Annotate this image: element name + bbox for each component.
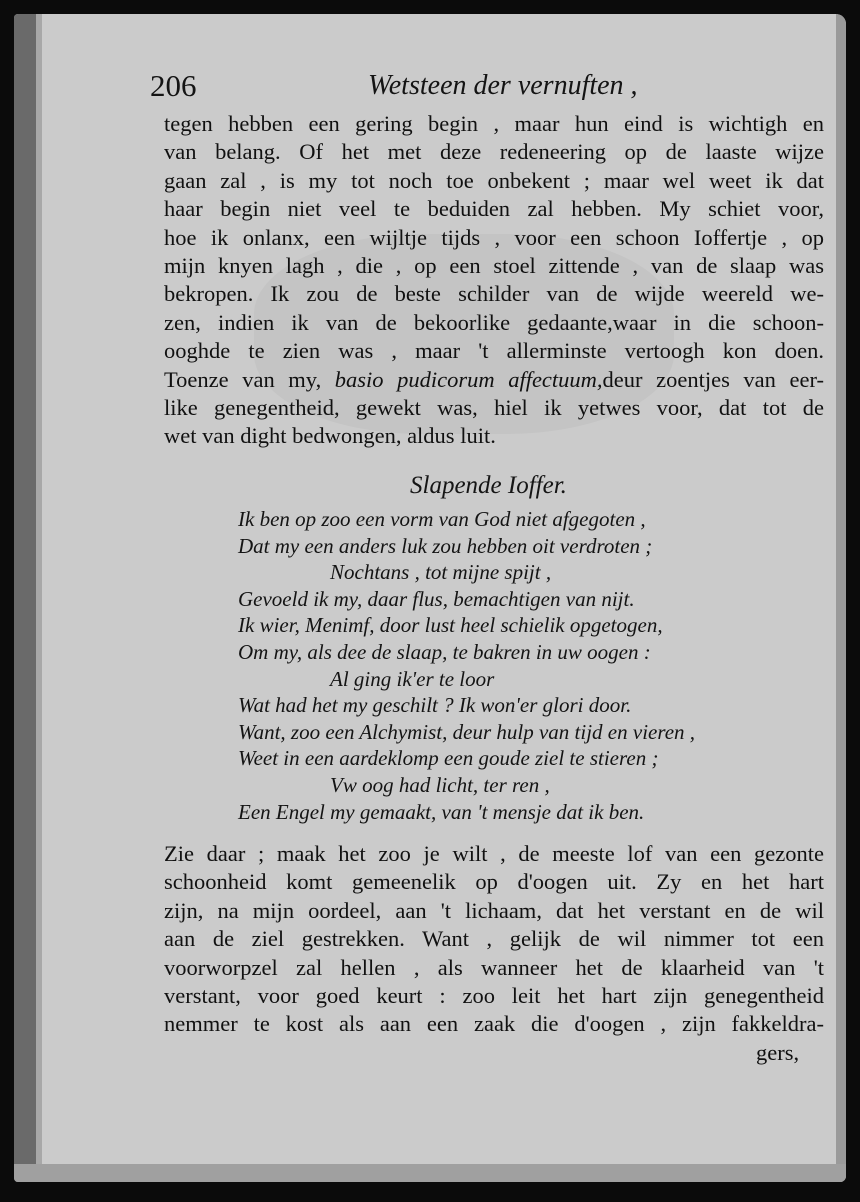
poem-line: Ik ben op zoo een vorm van God niet afgegoten , xyxy=(238,507,646,531)
prose-line: voorworpzel zal hellen , als wanneer het de klaarheid van 't xyxy=(164,954,824,980)
poem-line: Nochtans , tot mijne spijt , xyxy=(330,560,552,585)
page-header xyxy=(150,60,810,106)
poem-line: Dat my een anders luk zou hebben oit verdroten ; xyxy=(238,533,653,558)
prose-line: aan de ziel gestrekken. Want , gelijk de wil nimmer tot een xyxy=(164,926,824,952)
prose-line: bekropen. Ik zou de beste schilder van de wijde weereld we- xyxy=(164,281,824,307)
prose-line: ooghde te zien was , maar 't allerminste vertoogh kon doen. xyxy=(164,338,824,364)
running-title: Wetsteen der vernuften , xyxy=(368,70,638,101)
page-right-edge xyxy=(836,14,846,1182)
poem-line: Gevoeld ik my, daar flus, bemachtigen van nijt. xyxy=(238,586,635,611)
prose-line: tegen hebben een gering begin , maar hun eind is wichtigh en xyxy=(164,111,824,136)
prose-line: zen, indien ik van de bekoorlike gedaante,waar in die schoon- xyxy=(164,309,824,335)
poem-line: Om my, als dee de slaap, te bakren in uw oogen : xyxy=(238,639,651,664)
prose-line: like genegentheid, gewekt was, hiel ik yetwes voor, dat tot de xyxy=(164,394,824,420)
poem-line: Vw oog had licht, ter ren , xyxy=(330,772,550,797)
catchword: gers, xyxy=(756,1040,800,1065)
poem-title: Slapende Ioffer. xyxy=(410,472,567,499)
prose-after-poem xyxy=(164,840,824,1039)
poem-line: Ik wier, Menimf, door lust heel schielik opgetogen, xyxy=(238,613,663,638)
prose-line: nemmer te kost als aan een zaak die d'oogen , zijn fakkeldra- xyxy=(164,1011,824,1037)
poem-line: Een Engel my gemaakt, van 't mensje dat ik ben. xyxy=(238,799,645,824)
prose-line: gaan zal , is my tot noch toe onbekent ; maar wel weet ik dat xyxy=(164,167,824,193)
prose-before-poem xyxy=(164,110,824,451)
poem-line: Weet in een aardeklomp een goude ziel te stieren ; xyxy=(238,746,659,771)
prose-line: van belang. Of het met deze redeneering op de laaste wijze xyxy=(164,139,824,165)
poem xyxy=(238,506,798,825)
latin-phrase: basio pudicorum affectuum, xyxy=(334,366,603,392)
prose-line-latin xyxy=(164,366,824,394)
poem-line: Want, zoo een Alchymist, deur hulp van tijd en vieren , xyxy=(238,719,696,744)
prose-line: hoe ik onlanx, een wijltje tijds , voor een schoon Ioffertje , op xyxy=(164,224,824,250)
prose-line: Zie daar ; maak het zoo je wilt , de meeste lof van een gezonte xyxy=(164,841,824,866)
poem-line: Al ging ik'er te loor xyxy=(330,666,495,691)
prose-line: zijn, na mijn oordeel, aan 't lichaam, dat het verstant en de wil xyxy=(164,897,824,923)
prose-line: verstant, voor goed keurt : zoo leit het hart zijn genegentheid xyxy=(164,982,824,1008)
prose-line: haar begin niet veel te beduiden zal hebben. My schiet voor, xyxy=(164,196,824,222)
prose-line: mijn knyen lagh , die , op een stoel zittende , van de slaap was xyxy=(164,252,824,278)
page-bottom-edge xyxy=(14,1164,846,1182)
poem-line: Wat had het my geschilt ? Ik won'er glori door. xyxy=(238,693,632,718)
prose-line: schoonheid komt gemeenelik op d'oogen uit. Zy en het hart xyxy=(164,869,824,895)
prose-fragment: deur zoentjes van eer- xyxy=(602,366,824,392)
page-number: 206 xyxy=(150,68,197,103)
page-gutter-edge xyxy=(36,14,42,1182)
prose-line: wet van dight bedwongen, aldus luit. xyxy=(164,423,496,449)
page-gutter xyxy=(14,14,36,1182)
prose-fragment: Toenze van my, xyxy=(164,366,335,392)
